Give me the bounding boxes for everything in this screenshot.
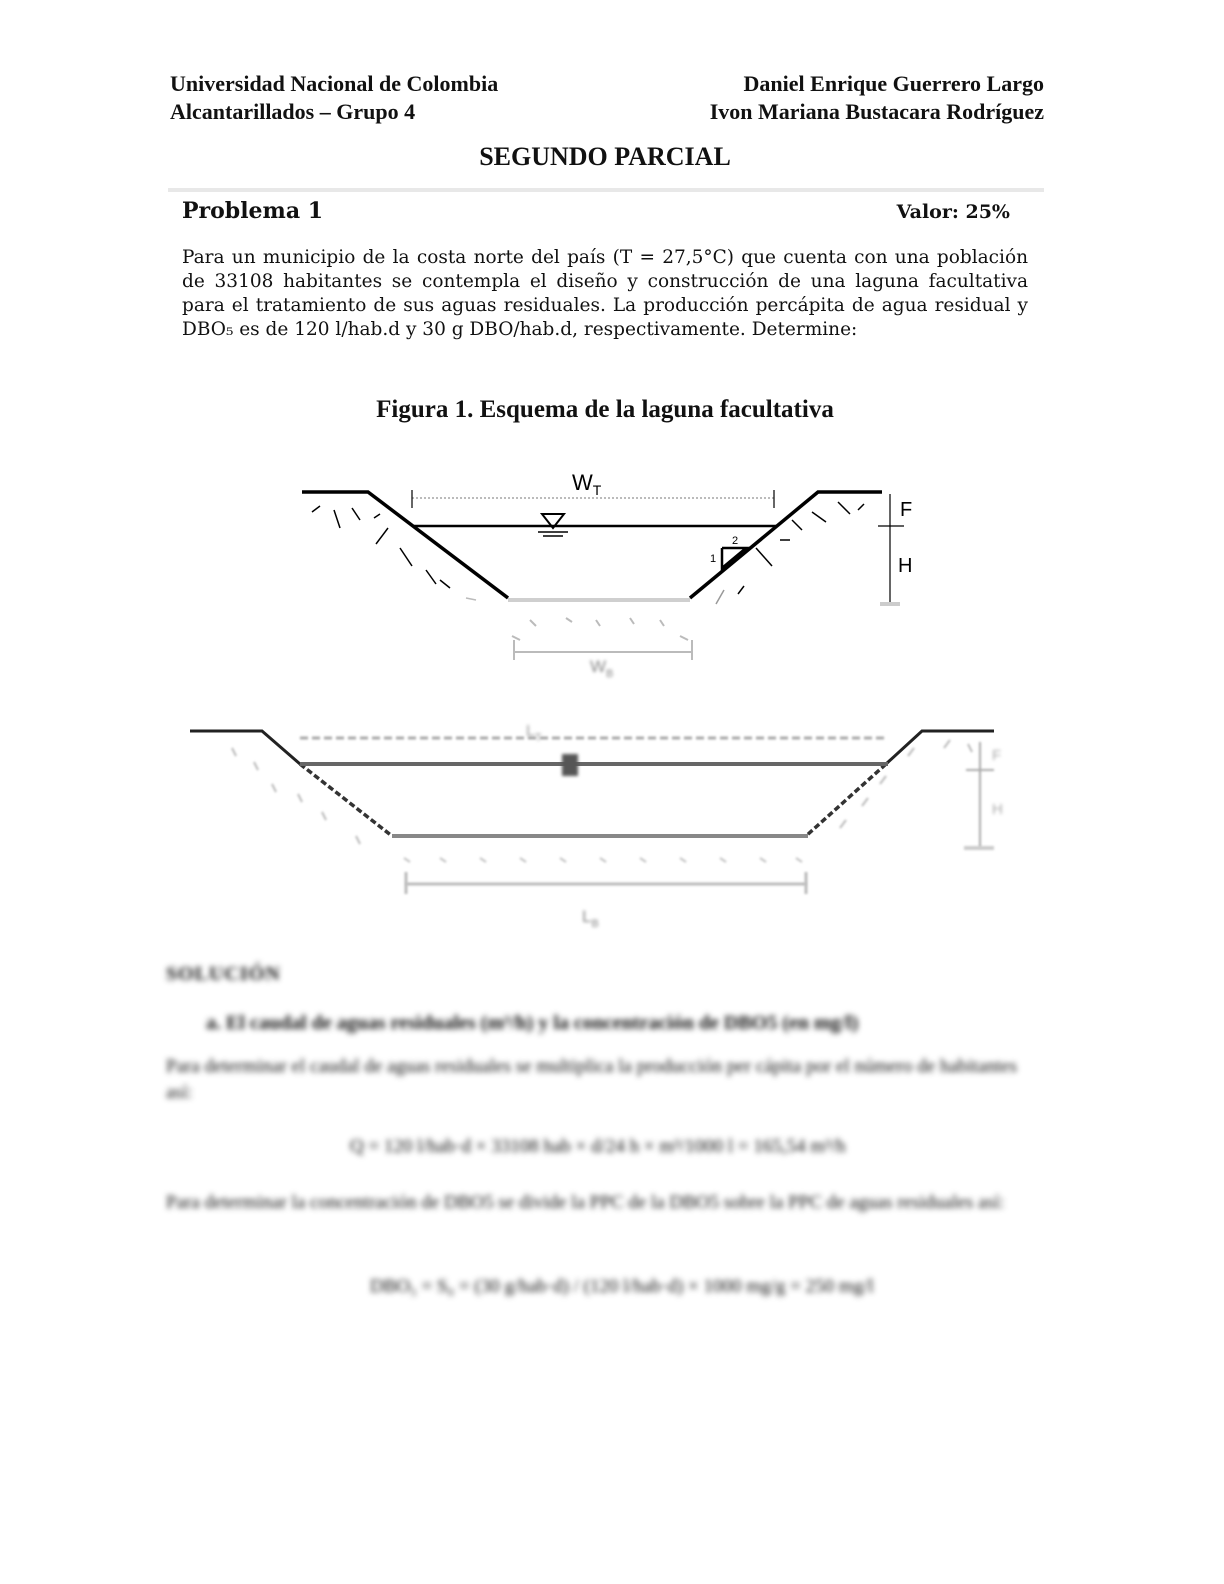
course-name: Alcantarillados – Grupo 4: [170, 99, 416, 124]
label-slope-run: 2: [732, 535, 739, 547]
solution-paragraph-1: Para determinar el caudal de aguas residuales se multiplica la producción per cápita por el número de habitantes así:: [166, 1056, 1017, 1103]
label-depth: H: [898, 555, 913, 577]
problem-title: Problema 1: [182, 198, 324, 224]
equation-bod: DBO₅ = S₀ = (30 g/hab·d) / (120 l/hab·d) × 1000 mg/g = 250 mg/l: [370, 1276, 874, 1297]
label-long-freeboard: F: [992, 747, 1002, 764]
exam-title: SEGUNDO PARCIAL: [479, 142, 731, 171]
author-1: Daniel Enrique Guerrero Largo: [743, 71, 1044, 96]
label-bottom-width: $W_B$: [590, 657, 614, 680]
problem-value: Valor: 25%: [896, 201, 1010, 223]
solution-paragraph-2: Para determinar la concentración de DBO5 se divide la PPC de la DBO5 sobre la PPC de aguas residuales así:: [166, 1192, 1005, 1213]
solution-heading: SOLUCIÓN: [166, 963, 281, 985]
label-bottom-length: $L_B$: [582, 907, 599, 930]
university-name: Universidad Nacional de Colombia: [170, 71, 499, 96]
problem-statement: Para un municipio de la costa norte del país (T = 27,5°C) que cuenta con una población de 33108 habitantes se contempla el diseño y construcción de una laguna facultativa para el tratamiento de sus aguas residuales. La producción percápita de agua residual y DBO₅ es de 120 l/hab.d y 30 g DBO/hab.d, respectivamente. Determine:: [182, 247, 1028, 340]
author-2: Ivon Mariana Bustacara Rodríguez: [709, 99, 1044, 124]
label-top-length: $L_T$: [526, 723, 542, 744]
solution-item-a: a. El caudal de aguas residuales (m³/h) y la concentración de DBO5 (en mg/l): [206, 1012, 859, 1034]
label-top-width: $W_T$: [572, 470, 602, 498]
figure-title: Figura 1. Esquema de la laguna facultativa: [376, 396, 834, 423]
label-long-depth: H: [992, 801, 1003, 818]
equation-flow: Q = 120 l/hab·d × 33108 hab × d/24 h × m³/1000 l = 165,54 m³/h: [350, 1136, 846, 1157]
label-freeboard: F: [900, 499, 913, 521]
label-slope-rise: 1: [710, 553, 717, 565]
